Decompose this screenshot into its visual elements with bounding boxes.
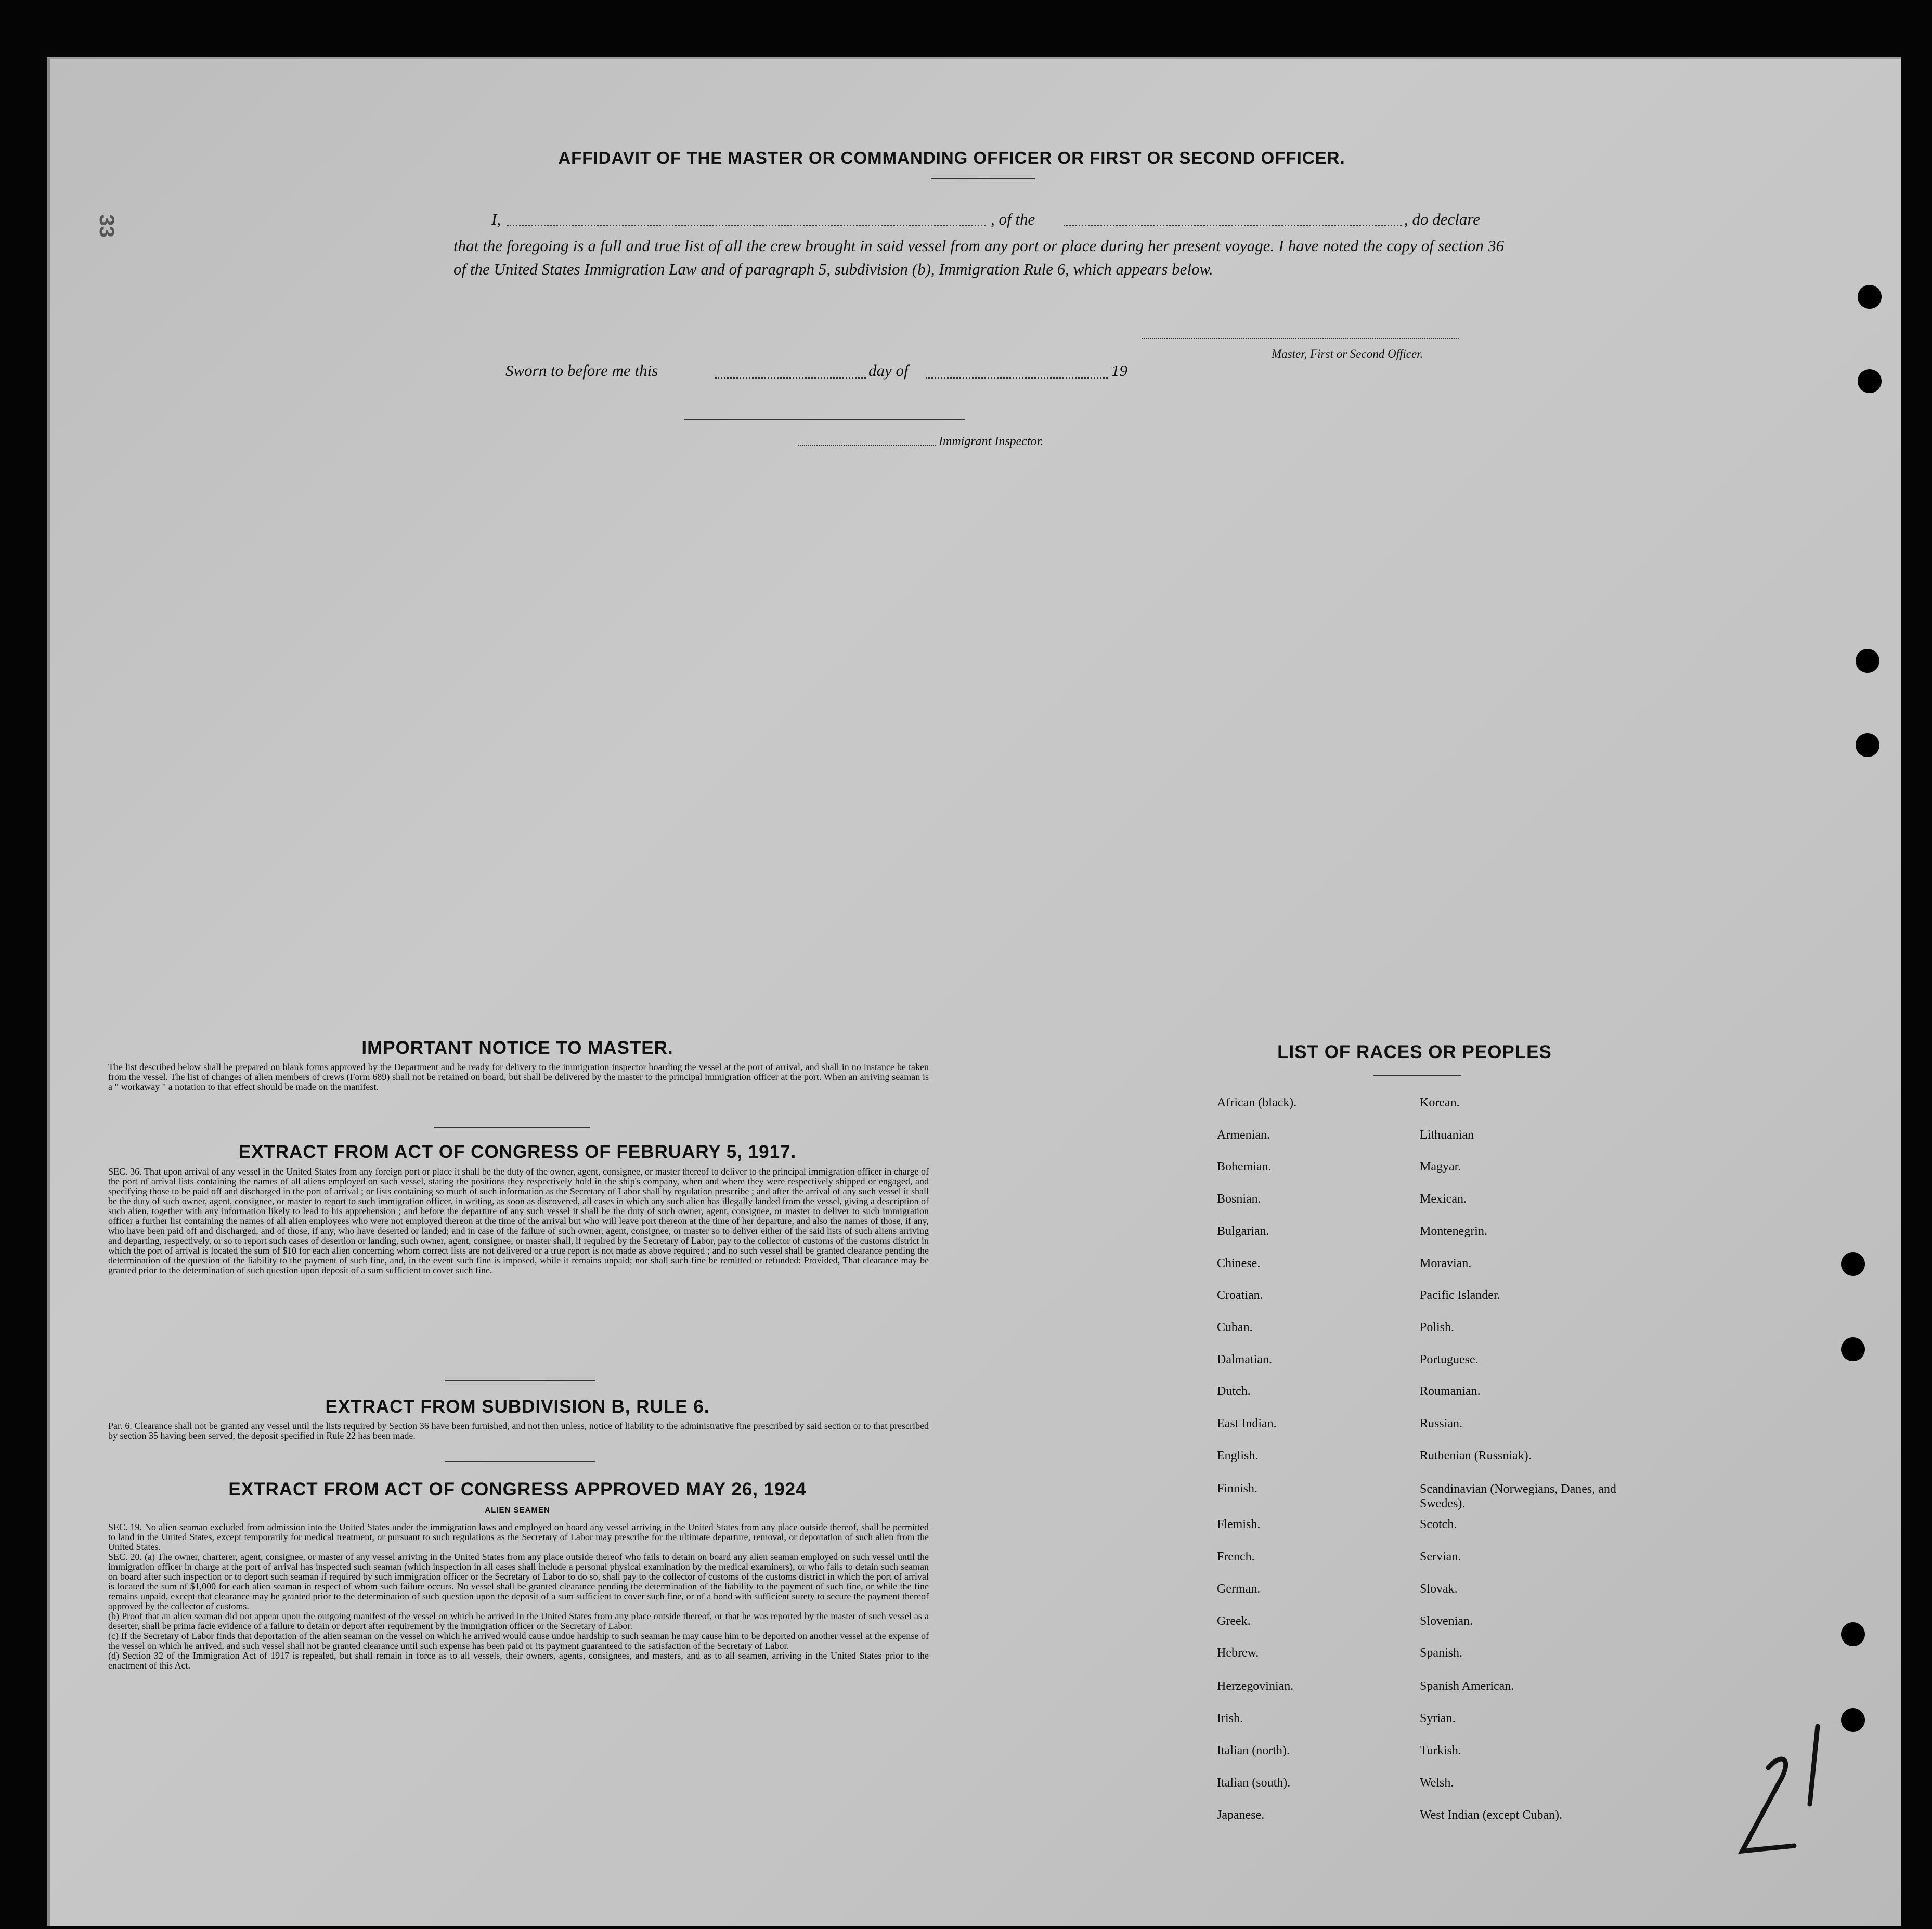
divider [434, 1127, 590, 1128]
race-item: Spanish American. [1420, 1679, 1514, 1693]
race-item: Welsh. [1420, 1776, 1454, 1790]
margin-number: 33 [95, 214, 118, 238]
extract-1924-body [108, 1522, 929, 1671]
notice-title: IMPORTANT NOTICE TO MASTER. [361, 1038, 673, 1058]
race-item: Ruthenian (Russniak). [1420, 1449, 1532, 1463]
race-item: Roumanian. [1420, 1385, 1481, 1398]
race-item: Chinese. [1217, 1257, 1261, 1270]
races-title: LIST OF RACES OR PEOPLES [1277, 1042, 1552, 1062]
race-item: Slovak. [1420, 1582, 1458, 1596]
race-item: Montenegrin. [1420, 1224, 1487, 1238]
race-item: Slovenian. [1420, 1614, 1473, 1628]
punch-hole [1856, 649, 1879, 673]
sworn-day-field[interactable] [715, 377, 866, 379]
race-item: Cuban. [1217, 1321, 1253, 1334]
race-item: Finnish. [1217, 1482, 1258, 1495]
of-the-label: , of the [991, 210, 1035, 228]
punch-hole [1858, 369, 1882, 393]
race-item: Japanese. [1217, 1808, 1265, 1822]
race-item: Mexican. [1420, 1192, 1467, 1206]
declarant-prefix: I, [491, 210, 501, 228]
divider [1373, 1075, 1461, 1076]
punch-hole [1858, 285, 1882, 309]
extract-1917-title: EXTRACT FROM ACT OF CONGRESS OF FEBRUARY 5, 1917. [238, 1142, 797, 1162]
affidavit-body: that the foregoing is a full and true list of all the crew brought in said vessel from any port or place during her present voyage. I have noted the copy of section 36 of the United States Immigration Law and of paragraph 5, subdivision (b), Immigration Rule 6, which appears below. [453, 237, 1504, 278]
race-item: Spanish. [1420, 1646, 1463, 1660]
punch-hole [1856, 733, 1879, 757]
rule6-body: Par. 6. Clearance shall not be granted any vessel until the lists required by Section 36 have been furnished, and not then unless, notice of liability to the administrative fine prescribed by said section or to that prescribed by section 35 having been served, the deposit specified in Rule 22 has been made. [108, 1420, 929, 1441]
punch-hole [1841, 1337, 1865, 1361]
race-item: Scandinavian (Norwegians, Danes, and Swedes). [1420, 1482, 1616, 1510]
sec-20c: (c) If the Secretary of Labor finds that deportation of the alien seaman on the vessel on which he arrived would cause undue hardship to such seaman he may cause him to be deported on another vessel at the expense of the vessel on which he arrived, and such vessel shall not be granted clearance until such expense has been paid or its payment guaranteed to the satisfaction of the Secretary of Labor. [108, 1631, 929, 1651]
race-item: Polish. [1420, 1321, 1455, 1334]
sec-20b: (b) Proof that an alien seaman did not appear upon the outgoing manifest of the vessel on which he arrived in the United States from any place outside thereof, or that he was reported by the master of such vessel as a deserter, shall be prima facie evidence of a failure to detain or deport after requirement by the immigration officer or the Secretary of Labor. [108, 1611, 929, 1631]
race-item: Syrian. [1420, 1712, 1456, 1725]
divider [684, 419, 965, 420]
divider [931, 178, 1035, 179]
inspector-label: Immigrant Inspector. [939, 435, 1044, 448]
race-item: Bulgarian. [1217, 1224, 1269, 1238]
sworn-year-label: 19 [1111, 361, 1127, 380]
race-item: Scotch. [1420, 1518, 1457, 1531]
race-item: French. [1217, 1550, 1255, 1563]
race-item: Dutch. [1217, 1385, 1251, 1398]
race-item: Portuguese. [1420, 1353, 1479, 1366]
race-item: Irish. [1217, 1712, 1243, 1725]
race-item: Pacific Islander. [1420, 1288, 1500, 1302]
race-item: Russian. [1420, 1417, 1463, 1430]
race-item: African (black). [1217, 1096, 1297, 1110]
punch-hole [1841, 1252, 1865, 1276]
officer-signature-field[interactable] [1142, 338, 1459, 339]
officer-signature-label: Master, First or Second Officer. [1272, 347, 1423, 360]
declarant-name-field[interactable] [507, 225, 986, 226]
race-item: Croatian. [1217, 1288, 1263, 1302]
sec-19: SEC. 19. No alien seaman excluded from admission into the United States under the immigration laws and employed on board any vessel arriving in the United States from any place outside thereof, shall be permitted to land in the United States, except temporarily for medical treatment, or pursuant to such regulations as the Secretary of Labor may prescribe for the ultimate departure, removal, or deportation of such alien from the United States. [108, 1522, 929, 1552]
sworn-day-label: day of [868, 361, 909, 380]
rule6-title: EXTRACT FROM SUBDIVISION B, RULE 6. [325, 1397, 710, 1417]
vessel-name-field[interactable] [1064, 225, 1402, 226]
race-item: English. [1217, 1449, 1259, 1463]
sworn-prefix: Sworn to before me this [505, 361, 658, 380]
race-item: Dalmatian. [1217, 1353, 1272, 1366]
race-item: Magyar. [1420, 1160, 1461, 1174]
race-item: Herzegovinian. [1217, 1679, 1294, 1693]
handwritten-page-number [1732, 1695, 1841, 1861]
race-item: Servian. [1420, 1550, 1461, 1563]
do-declare-label: , do declare [1404, 210, 1481, 228]
race-item: Bohemian. [1217, 1160, 1272, 1174]
race-item: Lithuanian [1420, 1128, 1474, 1142]
race-item: Armenian. [1217, 1128, 1270, 1142]
race-item: Italian (south). [1217, 1776, 1291, 1790]
race-item: Greek. [1217, 1614, 1251, 1628]
race-item: Bosnian. [1217, 1192, 1261, 1206]
race-item: Moravian. [1420, 1257, 1472, 1270]
punch-hole [1841, 1622, 1865, 1646]
race-item: Flemish. [1217, 1518, 1261, 1531]
sec-20d: (d) Section 32 of the Immigration Act of 1917 is repealed, but shall remain in force as to all vessels, their owners, agents, consignees, and masters, and as to all seamen, arriving in the United States prior to the enactment of this Act. [108, 1650, 929, 1671]
affidavit-title: AFFIDAVIT OF THE MASTER OR COMMANDING OFFICER OR FIRST OR SECOND OFFICER. [558, 148, 1345, 167]
divider [445, 1461, 595, 1462]
race-item: German. [1217, 1582, 1261, 1596]
race-item: Hebrew. [1217, 1646, 1259, 1660]
sworn-month-field[interactable] [926, 377, 1108, 379]
extract-1924-subtitle: ALIEN SEAMEN [485, 1506, 550, 1515]
race-item: Italian (north). [1217, 1744, 1290, 1757]
race-item: Korean. [1420, 1096, 1460, 1110]
punch-hole [1841, 1708, 1865, 1732]
race-item: West Indian (except Cuban). [1420, 1808, 1562, 1822]
extract-1924-title: EXTRACT FROM ACT OF CONGRESS APPROVED MAY 26, 1924 [228, 1479, 807, 1500]
race-item: Turkish. [1420, 1744, 1461, 1757]
inspector-signature-field[interactable] [798, 445, 936, 446]
divider [445, 1380, 595, 1381]
notice-body: The list described below shall be prepared on blank forms approved by the Department and be ready for delivery to the immigration inspector boarding the vessel at the port of arrival, and shall in no instance be taken from the vessel. The list of changes of alien members of crews (Form 689) shall not be retained on board, but shall be delivered by the master to the principal immigration officer at the port. When an arriving seaman is a " workaway " a notation to that effect should be made on the manifest. [108, 1062, 929, 1092]
sec-20a: SEC. 20. (a) The owner, charterer, agent, consignee, or master of any vessel arriving in the United States from any place outside thereof who fails to detain on board any alien seaman employed on such vessel until the immigration officer in charge at the port of arrival has inspected such seaman (which inspection in all cases shall include a personal physical examination by the medical examiners), or who fails to detain such seaman on board after such inspection or to deport such seaman if required by such immigration officer or the Secretary of Labor to do so, shall pay to the collector of customs of the customs district in which the port of arrival is located the sum of $1,000 for each alien seaman in respect of whom such failure occurs. No vessel shall be granted clearance pending the determination of the liability to the payment of such fine, or while the fine remains unpaid, except that clearance may be granted prior to the determination of such question upon the deposit of a sum sufficient to cover such fine, or of a bond with sufficient surety to secure the payment thereof approved by the collector of customs. [108, 1552, 929, 1611]
race-item: East Indian. [1217, 1417, 1277, 1430]
extract-1917-body: SEC. 36. That upon arrival of any vessel in the United States from any foreign port or place it shall be the duty of the owner, agent, consignee, or master thereof to deliver to the principal immigration officer in charge of the port of arrival lists containing the names of all aliens employed on such vessel, stating the positions they respectively hold in the ship's company, when and where they were respectively shipped or engaged, and specifying those to be paid off and discharged in the port of arrival ; or lists containing so much of such information as the Secretary of Labor shall by regulation prescribe ; and after the arrival of any such vessel it shall be the duty of such owner, agent, consignee, or master to report to such immigration officer, in writing, as soon as discovered, all cases in which any such alien has illegally landed from the vessel, giving a description of such alien, together with any information likely to lead to his apprehension ; and before the departure of any such vessel it shall be the duty of such owner, agent, consignee, or master to deliver to such immigration officer a further list containing the names of all alien employees who were not employed thereon at the time of the arrival but who will leave port thereon at the time of her departure, and also the names of those, if any, who have been paid off and discharged, and of those, if any, who have deserted or landed; and in case of the failure of such owner, agent, consignee, or master so to deliver either of the said lists of such aliens arriving and departing, respectively, or so to report such cases of desertion or landing, such owner, agent, consignee, or master shall, if required by the Secretary of Labor, pay to the collector of customs of the customs district in which the port of arrival is located the sum of $10 for each alien concerning whom correct lists are not delivered or a true report is not made as above required ; and no such vessel shall be granted clearance pending the determination of the question of the liability to the payment of such fine, and, in the event such fine is imposed, while it remains unpaid; nor shall such fine be remitted or refunded: Provided, That clearance may be granted prior to the determination of such question upon deposit of a sum sufficient to cover such fine. [108, 1166, 929, 1275]
